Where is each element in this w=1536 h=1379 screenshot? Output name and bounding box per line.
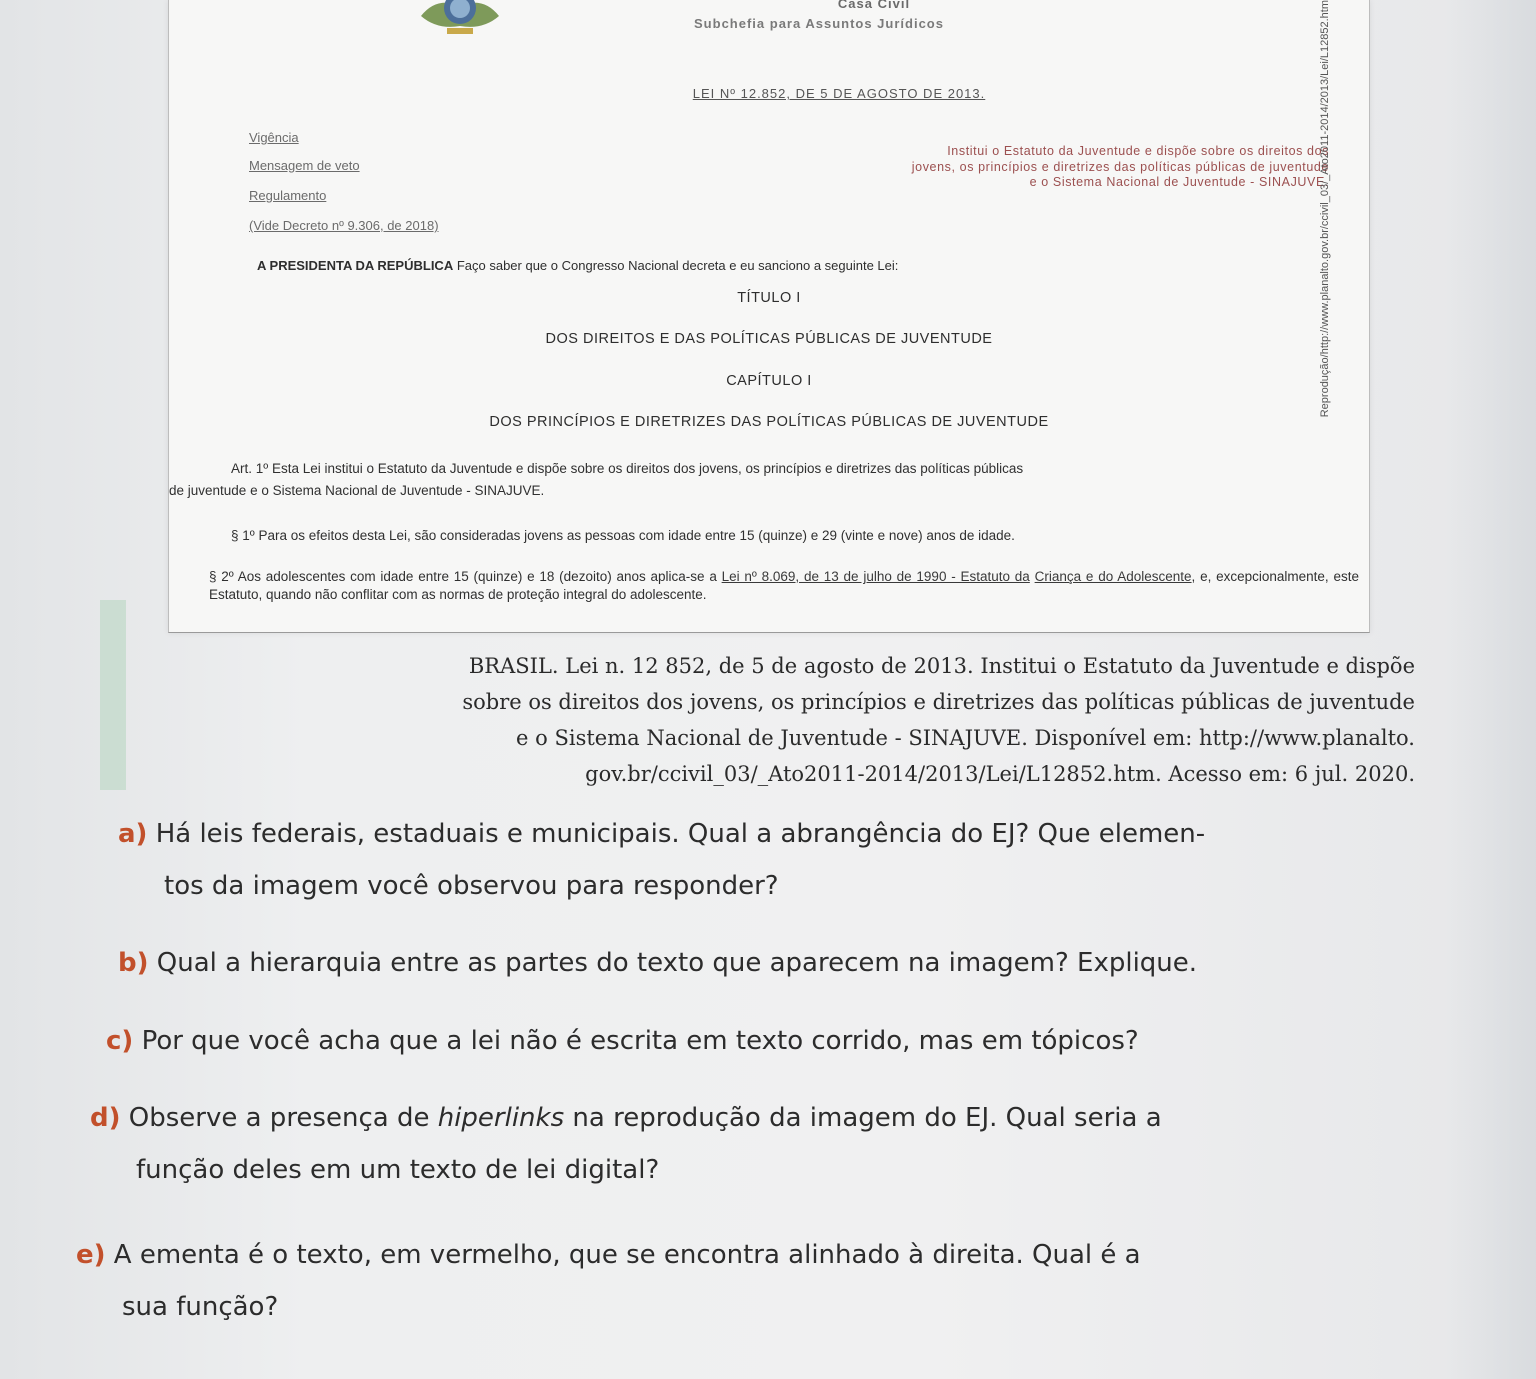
- decorative-stripe: [100, 600, 126, 790]
- question-letter: a): [118, 819, 148, 849]
- veto-link[interactable]: Mensagem de veto: [249, 158, 360, 173]
- coat-of-arms-icon: [417, 0, 503, 48]
- question-text-cont: tos da imagem você observou para responder?: [164, 871, 779, 901]
- question-letter: e): [76, 1240, 106, 1270]
- question-text: na reprodução da imagem do EJ. Qual seria a: [564, 1103, 1162, 1133]
- preamble: [257, 258, 1307, 273]
- source-credit: [1319, 0, 1349, 418]
- preamble-text: Faço saber que o Congresso Nacional decreta e eu sanciono a seguinte Lei:: [453, 258, 899, 273]
- agency-name: Casa Civil: [837, 0, 911, 11]
- question-text: Observe a presença de: [128, 1103, 438, 1133]
- question-c: [106, 1015, 1486, 1067]
- question-d: [90, 1092, 1490, 1196]
- question-letter: c): [106, 1026, 134, 1056]
- question-text-cont: sua função?: [122, 1292, 279, 1322]
- paragraph-2-end: , e, excepcionalmente, este Estatuto, quando não conflitar com as normas de proteção integral do adolescente.: [209, 569, 1359, 602]
- law-title[interactable]: LEI Nº 12.852, DE 5 DE AGOSTO DE 2013.: [692, 86, 986, 101]
- paragraph-2-text: § 2º Aos adolescentes com idade entre 15 (quinze) e 18 (dezoito) anos aplica-se a: [209, 569, 722, 584]
- citation: [200, 648, 1415, 792]
- ementa: [769, 144, 1329, 191]
- question-a: [118, 808, 1488, 912]
- subagency-name: Subchefia para Assuntos Jurídicos: [694, 16, 944, 31]
- titulo-name: DOS DIREITOS E DAS POLÍTICAS PÚBLICAS DE JUVENTUDE: [545, 331, 993, 347]
- capitulo-heading: CAPÍTULO I: [726, 373, 812, 389]
- question-emphasis: hiperlinks: [437, 1103, 565, 1133]
- vigencia-link[interactable]: Vigência: [249, 130, 299, 145]
- citation-line: BRASIL. Lei n. 12 852, de 5 de agosto de 2013. Institui o Estatuto da Juventude e dispõe: [468, 654, 1415, 678]
- eca-law-link[interactable]: Lei nº 8.069, de 13 de julho de 1990 - Estatuto da: [721, 569, 1030, 584]
- paragraph-1: § 1º Para os efeitos desta Lei, são consideradas jovens as pessoas com idade entre 15 (quinze) e 29 (vinte e nove) anos de idade.: [231, 528, 1015, 543]
- decreto-link[interactable]: (Vide Decreto nº 9.306, de 2018): [249, 218, 439, 233]
- preamble-bold: A PRESIDENTA DA REPÚBLICA: [257, 258, 454, 273]
- titulo-heading: TÍTULO I: [737, 290, 801, 306]
- article-1-line1: Art. 1º Esta Lei institui o Estatuto da Juventude e dispõe sobre os direitos dos jovens, os princípios e diretrizes das políticas públicas: [231, 461, 1024, 476]
- paragraph-2: [209, 568, 1359, 604]
- question-text: Qual a hierarquia entre as partes do texto que aparecem na imagem? Explique.: [156, 948, 1198, 978]
- regulamento-link[interactable]: Regulamento: [249, 188, 327, 203]
- question-e: [76, 1229, 1496, 1333]
- citation-line: sobre os direitos dos jovens, os princípios e diretrizes das políticas públicas de juventude: [462, 690, 1415, 714]
- question-letter: d): [90, 1103, 121, 1133]
- capitulo-name: DOS PRINCÍPIOS E DIRETRIZES DAS POLÍTICAS PÚBLICAS DE JUVENTUDE: [489, 414, 1049, 430]
- question-text: Há leis federais, estaduais e municipais. Qual a abrangência do EJ? Que elemen-: [155, 819, 1206, 849]
- citation-line: e o Sistema Nacional de Juventude - SINAJUVE. Disponível em: http://www.planalto.: [516, 726, 1415, 750]
- question-letter: b): [118, 948, 149, 978]
- ementa-line: jovens, os princípios e diretrizes das políticas públicas de juventude: [911, 159, 1329, 174]
- ementa-line: Institui o Estatuto da Juventude e dispõe sobre os direitos dos: [947, 144, 1329, 158]
- source-credit-text: Reprodução/http://www.planalto.gov.br/ccivil_03/_Ato2011-2014/2013/Lei/L12852.htm: [1319, 0, 1331, 418]
- question-text-cont: função deles em um texto de lei digital?: [136, 1155, 660, 1185]
- eca-law-link-cont[interactable]: Criança e do Adolescente: [1034, 569, 1192, 584]
- ementa-line: e o Sistema Nacional de Juventude - SINAJUVE.: [1029, 175, 1329, 189]
- article-1: [231, 460, 1351, 478]
- law-screenshot: [168, 0, 1370, 633]
- citation-line: gov.br/ccivil_03/_Ato2011-2014/2013/Lei/L12852.htm. Acesso em: 6 jul. 2020.: [585, 762, 1415, 786]
- question-text: Por que você acha que a lei não é escrita em texto corrido, mas em tópicos?: [141, 1026, 1139, 1056]
- question-text: A ementa é o texto, em vermelho, que se encontra alinhado à direita. Qual é a: [113, 1240, 1141, 1270]
- article-1-cont: de juventude e o Sistema Nacional de Juventude - SINAJUVE.: [169, 483, 545, 498]
- question-b: [118, 937, 1488, 989]
